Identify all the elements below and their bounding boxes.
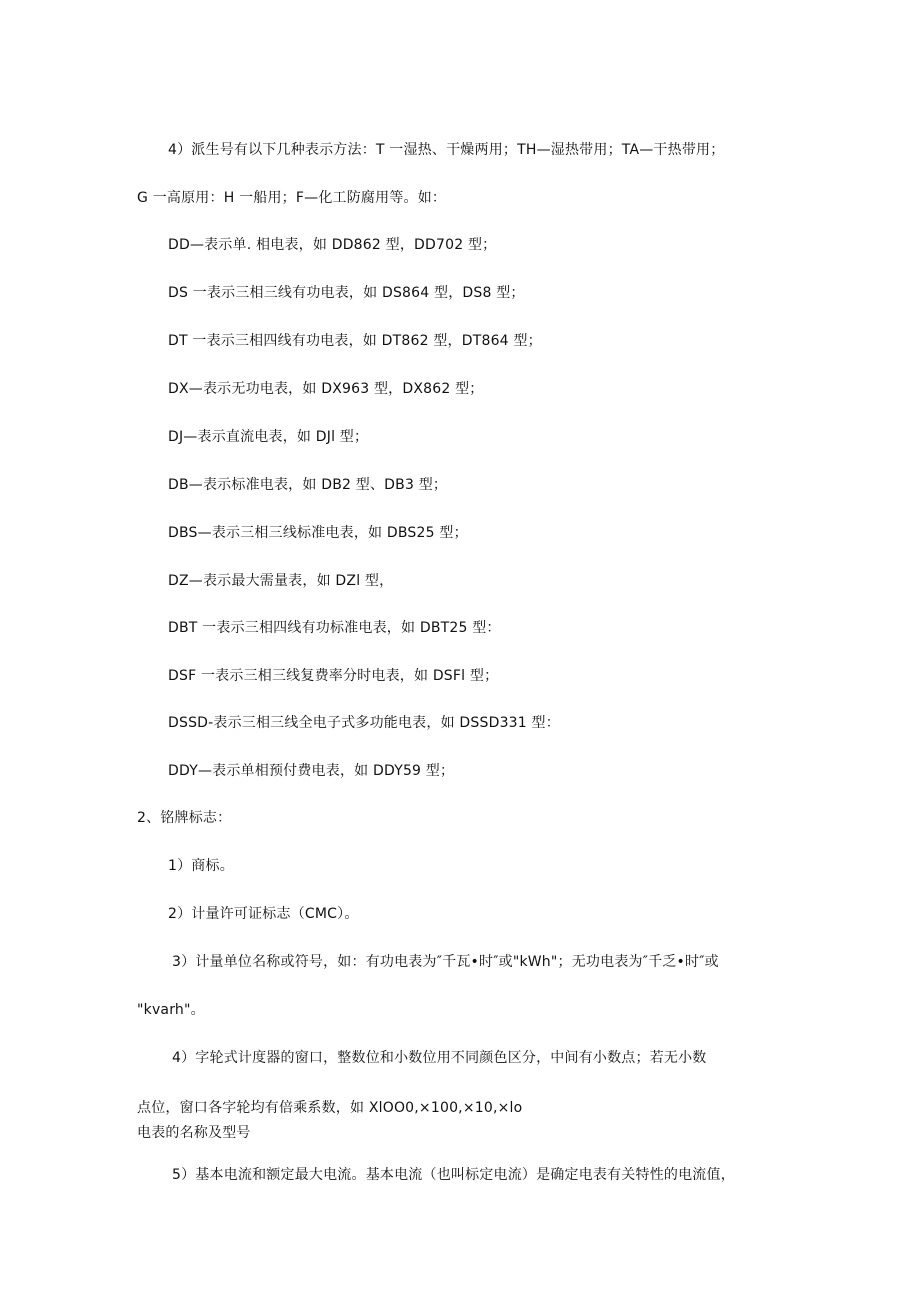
list-item-dj: DJ—表示直流电表，如 DJl 型；: [168, 429, 369, 445]
nameplate-item-register-window-cont: 点位，窗口各字轮均有倍乘系数，如 XlOO0,×100,×10,×lo: [137, 1100, 523, 1116]
list-item-dbs: DBS—表示三相三线标准电表，如 DBS25 型；: [168, 525, 468, 541]
list-item-dssd: DSSD-表示三相三线全电子式多功能电表，如 DSSD331 型：: [168, 715, 560, 731]
list-item-dd: DD—表示单. 相电表，如 DD862 型，DD702 型；: [168, 237, 497, 253]
paragraph-derivative-codes-cont: G 一高原用：H 一船用；F—化工防腐用等。如：: [137, 190, 447, 206]
list-item-dz: DZ—表示最大需量表，如 DZl 型，: [168, 573, 394, 589]
list-item-dsf: DSF 一表示三相三线复费率分时电表，如 DSFl 型；: [168, 668, 499, 684]
list-item-ddy: DDY—表示单相预付费电表，如 DDY59 型；: [168, 763, 455, 779]
paragraph-derivative-codes: 4）派生号有以下几种表示方法：T 一湿热、干燥两用；TH—湿热带用；TA—干热带用；: [168, 142, 725, 158]
list-item-ds: DS 一表示三相三线有功电表，如 DS864 型，DS8 型；: [168, 285, 525, 301]
nameplate-item-current: 5）基本电流和额定最大电流。基本电流（也叫标定电流）是确定电表有关特性的电流值，: [172, 1167, 735, 1183]
nameplate-item-register-window: 4）字轮式计度器的窗口，整数位和小数位用不同颜色区分，中间有小数点；若无小数: [172, 1050, 707, 1066]
nameplate-item-cmc: 2）计量许可证标志（CMC）。: [168, 906, 359, 922]
nameplate-item-units-cont: "kvarh"。: [137, 1002, 205, 1018]
nameplate-item-meter-name: 电表的名称及型号: [137, 1125, 251, 1141]
list-item-dx: DX—表示无功电表，如 DX963 型，DX862 型；: [168, 381, 484, 397]
nameplate-item-units: 3）计量单位名称或符号，如：有功电表为″千瓦•时″或"kWh"；无功电表为″千乏•时″或: [172, 954, 719, 970]
list-item-dbt: DBT 一表示三相四线有功标准电表，如 DBT25 型：: [168, 620, 501, 636]
nameplate-item-trademark: 1）商标。: [168, 858, 234, 874]
section-heading-nameplate: 2、铭牌标志：: [137, 810, 232, 826]
list-item-dt: DT 一表示三相四线有功电表，如 DT862 型，DT864 型；: [168, 333, 542, 349]
list-item-db: DB—表示标准电表，如 DB2 型、DB3 型；: [168, 477, 448, 493]
